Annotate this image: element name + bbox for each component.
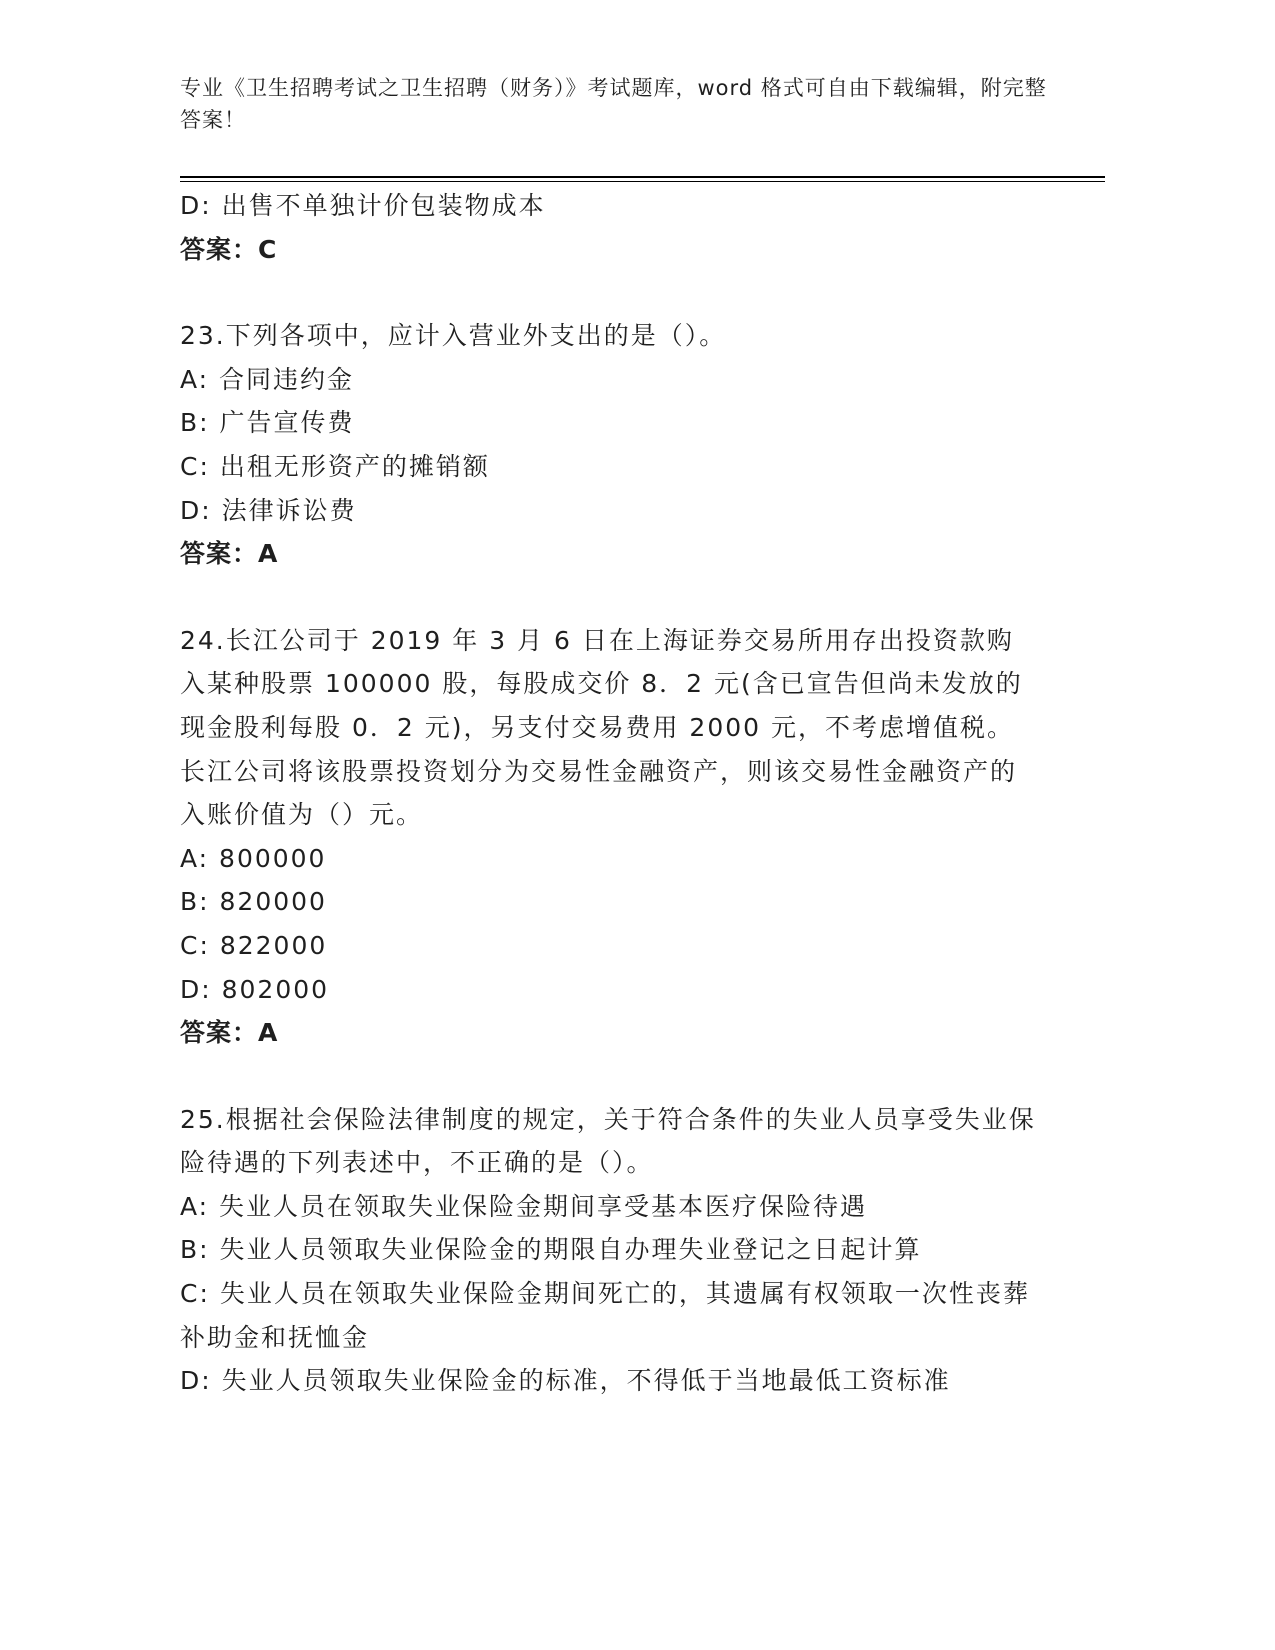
option-c: C: 822000 xyxy=(180,930,328,960)
option-c: C: 失业人员在领取失业保险金期间死亡的，其遗属有权领取一次性丧葬补助金和抚恤金 xyxy=(180,1279,1030,1352)
option-c: C: 出租无形资产的摊销额 xyxy=(180,451,490,481)
answer-label: 答案：A xyxy=(180,539,279,569)
option-d: D: 法律诉讼费 xyxy=(180,495,357,525)
option-d: D: 802000 xyxy=(180,974,330,1004)
question-stem: 23.下列各项中，应计入营业外支出的是（）。 xyxy=(180,321,727,351)
option-b: B: 820000 xyxy=(180,887,327,917)
header-divider-thick xyxy=(180,176,1105,178)
question-24 xyxy=(180,619,1040,1055)
option-b: B: 失业人员领取失业保险金的期限自办理失业登记之日起计算 xyxy=(180,1235,922,1265)
answer-label: 答案：C xyxy=(180,234,278,264)
prev-question-tail xyxy=(180,184,1040,271)
question-stem: 24.长江公司于 2019 年 3 月 6 日在上海证券交易所用存出投资款购入某种股票 100000 股，每股成交价 8．2 元(含已宣告但尚未发放的现金股利每股 0．2 元)，另支付交易费用 2000 元，不考虑增值税。长江公司将该股票投资划分为交易性金融资产，则该交易性金融资产的入账价值为（）元。 xyxy=(180,625,1023,830)
question-23 xyxy=(180,314,1040,576)
option-a: A: 合同违约金 xyxy=(180,364,355,394)
answer-label: 答案：A xyxy=(180,1018,279,1048)
document-header: 专业《卫生招聘考试之卫生招聘（财务）》考试题库，word 格式可自由下载编辑，附完整答案！ xyxy=(180,76,1047,132)
question-stem: 25.根据社会保险法律制度的规定，关于符合条件的失业人员享受失业保险待遇的下列表述中，不正确的是（）。 xyxy=(180,1104,1036,1178)
document-body xyxy=(180,184,1040,1403)
option-a: A: 800000 xyxy=(180,843,327,873)
option-d: D: 出售不单独计价包装物成本 xyxy=(180,191,546,220)
option-b: B: 广告宣传费 xyxy=(180,408,355,438)
option-a: A: 失业人员在领取失业保险金期间享受基本医疗保险待遇 xyxy=(180,1191,868,1221)
header-divider-thin xyxy=(180,181,1105,182)
question-25 xyxy=(180,1098,1040,1403)
option-d: D: 失业人员领取失业保险金的标准，不得低于当地最低工资标准 xyxy=(180,1366,951,1396)
